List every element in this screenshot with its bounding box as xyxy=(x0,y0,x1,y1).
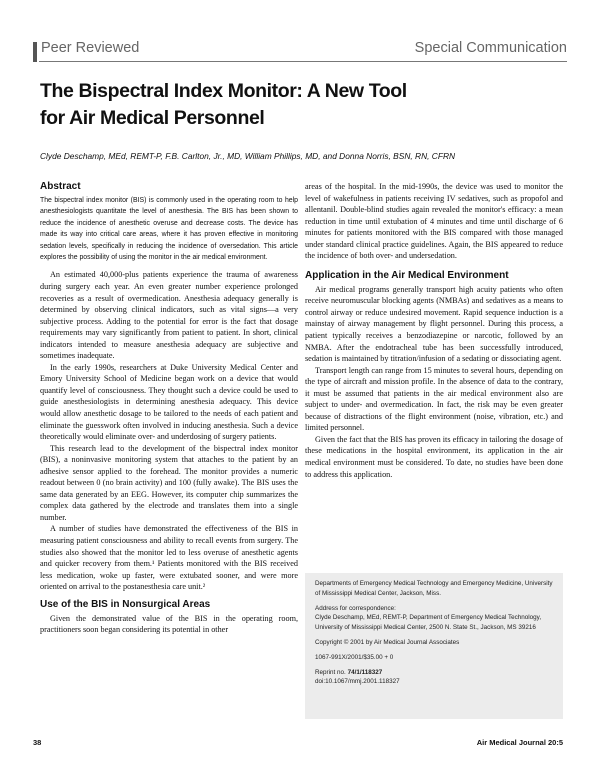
body-paragraph: An estimated 40,000-plus patients experience the trauma of awareness during surgery each year. An even greater number experience prolonged recoveries as a result of overmedication. Anesthesia adequacy generally is determined by observing clinical indicators, such as vital signs—a very subjective process. Adding to the potential for error is the fact that dosage requirements may vary significantly from patient to patient. In short, clinical indicators intended to measure anesthesia adequacy are subjective and sometimes inadequate. xyxy=(40,270,298,361)
body-paragraph: Given the fact that the BIS has proven its efficacy in tailoring the dosage of these medications in the hospital environment, its application in the air medical environment must be considered. To date, no studies have been done to address this application. xyxy=(305,434,563,479)
abstract-text: The bispectral index monitor (BIS) is commonly used in the operating room to help anesthesiologists quantitate the level of anesthesia. The BIS has been shown to reduce the incidence of anesthetic overuse and decrease costs. The device has made its way into critical care areas, where it has proven effective in monitoring sedation levels, specifically in reducing the incidence of oversedation. This article explores the possibility of using the monitor in the air medical environment. xyxy=(40,197,298,262)
peer-reviewed-label: Peer Reviewed xyxy=(41,40,140,56)
left-body xyxy=(40,269,298,592)
affiliation-text: Departments of Emergency Medical Technology and Emergency Medicine, University of Mississippi Medical Center, Jackson, Miss. xyxy=(315,580,553,597)
page-number: 38 xyxy=(33,738,42,747)
address-label: Address for correspondence: xyxy=(315,604,396,612)
left-column xyxy=(40,181,298,636)
copyright-text: Copyright © 2001 by Air Medical Journal Associates xyxy=(315,638,460,646)
right-column xyxy=(305,181,563,480)
author-list: Clyde Deschamp, MEd, REMT-P, F.B. Carlton, Jr., MD, William Phillips, MD, and Donna Norris, BSN, RN, CFRN xyxy=(40,151,456,161)
right-body-intro xyxy=(305,181,563,262)
body-paragraph: This research lead to the development of the bispectral index monitor (BIS), a noninvasive monitoring system that attaches to the patient by an adhesive sensor applied to the forehead. The monitor provides a numeric readout between 0 (no brain activity) and 100 (fully awake). The BIS uses the same data generated by an EEG. However, its computer chip summarizes the complex data gathered by the electrode and translates them into a single number. xyxy=(40,443,298,522)
correspondence-block xyxy=(315,604,555,633)
article-info-box xyxy=(305,573,563,719)
doi-text: doi:10.1067/mmj.2001.118327 xyxy=(315,678,400,686)
body-paragraph: Air medical programs generally transport high acuity patients who often receive neuromuscular blocking agents (NMBAs) and sedatives as a means to control airway or reduce undesired movement. Rapid sequence induction is a mainstay of airway management by flight personnel. During this process, a patient typically receives a benzodiazepine or narcotic, followed by an NMBA. After the endotracheal tube has been successfully introduced, sedation is maintained by titration/infusion of a sedating or dissociating agent. xyxy=(305,284,563,364)
title-line-2: for Air Medical Personnel xyxy=(40,107,265,129)
nonsurgical-section-heading: Use of the BIS in Nonsurgical Areas xyxy=(40,598,211,610)
air-medical-section-body xyxy=(305,284,563,480)
air-medical-section-heading: Application in the Air Medical Environment xyxy=(305,269,509,281)
body-paragraph: A number of studies have demonstrated the effectiveness of the BIS in measuring patient consciousness and ability to recall events from surgery. The studies also showed that the monitor led to less overuse of anesthetic agents and quicker recovery from them.¹ Patients monitored with the BIS received less medication, woke up faster, were extubated sooner, and were more oriented on arrival to the postanesthesia care unit.² xyxy=(40,524,298,592)
body-paragraph: In the early 1990s, researchers at Duke University Medical Center and Emory University School of Medicine began work on a device that would quantify level of consciousness. They thought such a device could be used to guide anesthesiologists in determining anesthesia adequacy. This device would allow anesthetic dosage to be tailored to the needs of each patient and eliminate the guesswork often involved in inducing anesthesia. Such a device theoretically would eliminate over- and underdosing of surgery patients. xyxy=(40,362,298,442)
article-title xyxy=(40,78,560,132)
reprint-line xyxy=(315,668,555,678)
body-paragraph: areas of the hospital. In the mid-1990s, the device was used to monitor the level of wakefulness in patients receiving IV sedatives, such as propofol and allentanil. Double-blind studies again revealed the monitor's efficacy: a mean reduction in time until extubation of 4 minutes and time until discharge of 6 minutes for patients monitored with the BIS compared with those managed under standard clinical practice guidelines. Again, the BIS appeared to reduce the incidence of both over- and undersedation. xyxy=(305,182,563,261)
body-paragraph: Given the demonstrated value of the BIS in the operating room, practitioners soon began considering its potential in other xyxy=(40,613,298,635)
body-paragraph: Transport length can range from 15 minutes to several hours, depending on the type of aircraft and mission profile. In the absence of data to the contrary, it must be assumed that patients in the air medical environment also are subject to under- and overmedication. In fact, the risk may be even greater because of distractions of the flight environment (noise, vibration, etc.) and limited personnel. xyxy=(305,365,563,433)
issn-text: 1067-991X/2001/$35.00 + 0 xyxy=(315,653,394,661)
address-text: Clyde Deschamp, MEd, REMT-P, Department of Emergency Medical Technology, University of Mississippi Medical Center, 2500 N. State St., Jackson, MS 39216 xyxy=(315,614,542,632)
nonsurgical-section-body xyxy=(40,613,298,636)
journal-citation: Air Medical Journal 20:5 xyxy=(476,738,563,747)
special-communication-label: Special Communication xyxy=(414,40,567,56)
reprint-label: Reprint no. xyxy=(315,668,346,676)
section-header xyxy=(33,40,567,62)
header-rule xyxy=(39,61,567,62)
abstract-heading: Abstract xyxy=(40,181,81,192)
header-accent-bar xyxy=(33,42,37,62)
reprint-number: 74/1/118327 xyxy=(347,668,383,676)
title-line-1: The Bispectral Index Monitor: A New Tool xyxy=(40,80,407,102)
